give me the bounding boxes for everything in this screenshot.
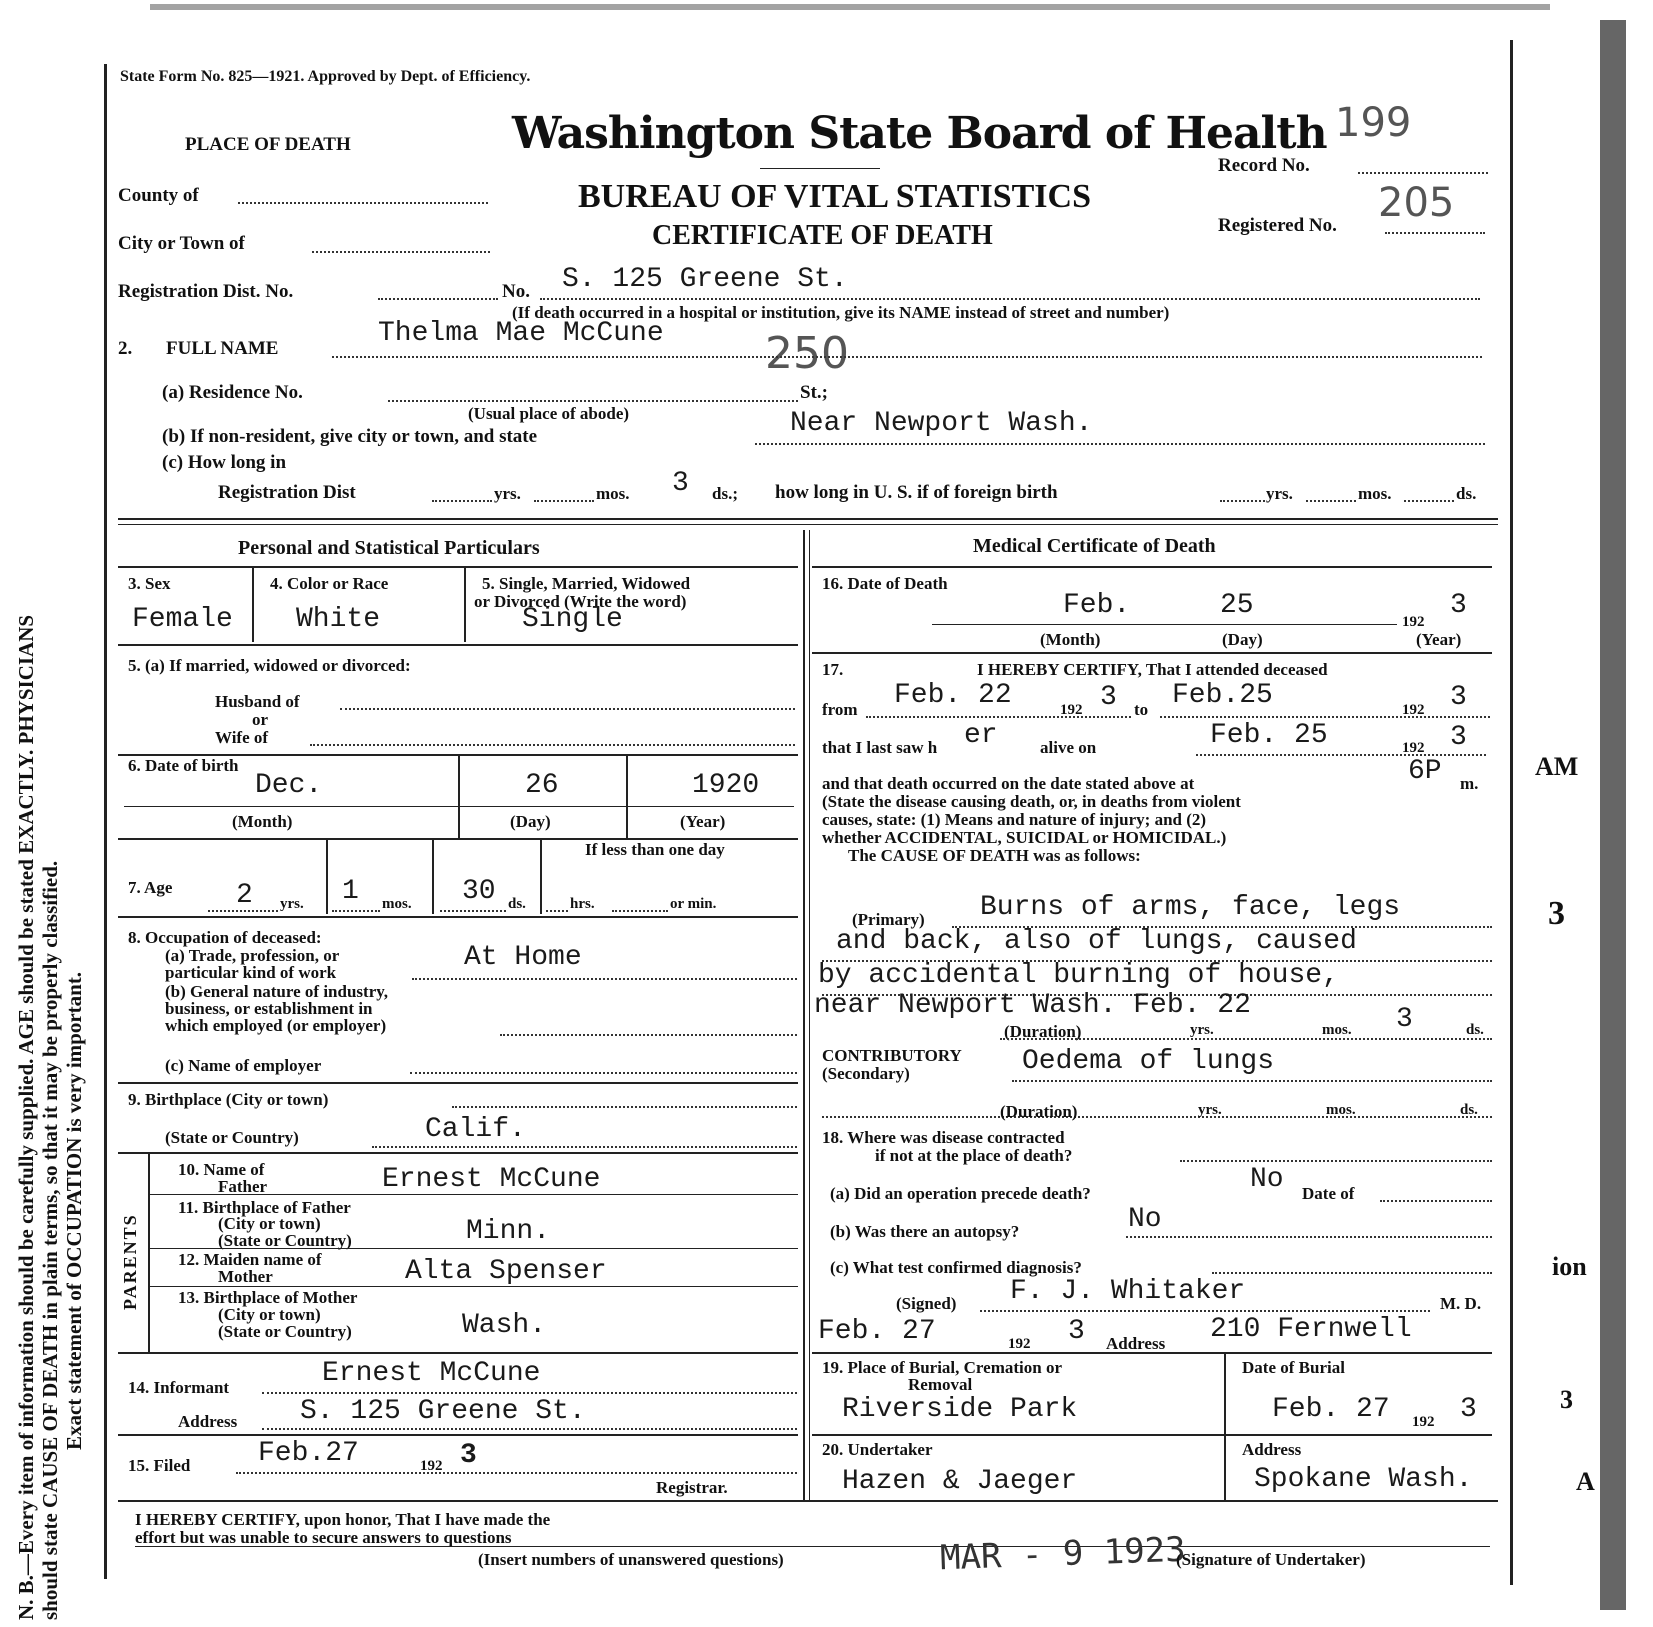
mother-birthplace-label-2: (City or town) xyxy=(218,1305,321,1324)
burial-yr-prefix: 192 xyxy=(1412,1414,1435,1430)
marital-label-1: 5. Single, Married, Widowed xyxy=(482,574,691,593)
dob-year: 1920 xyxy=(692,770,760,801)
operation-label: (a) Did an operation precede death? xyxy=(830,1184,1091,1203)
foreign-ds-label: ds. xyxy=(1456,484,1477,503)
q18-line xyxy=(1180,1160,1492,1162)
place-of-death-label: PLACE OF DEATH xyxy=(185,134,351,155)
margin-mark-3: ion xyxy=(1552,1252,1587,1281)
howlong-days-value: 3 xyxy=(672,468,689,499)
registrar-label: Registrar. xyxy=(656,1478,728,1497)
street-line xyxy=(540,298,1480,300)
autopsy-label: (b) Was there an autopsy? xyxy=(830,1222,1020,1241)
physician-address: 210 Fernwell xyxy=(1210,1314,1412,1345)
registered-line xyxy=(1385,232,1485,234)
age-months: 1 xyxy=(342,876,359,907)
primary-yrs-label: yrs. xyxy=(1190,1022,1214,1038)
primary-duration-value: 3 xyxy=(1396,1004,1413,1035)
last-saw-yr-prefix: 192 xyxy=(1402,740,1425,756)
dob-year-caption: (Year) xyxy=(680,812,726,831)
foreign-birth-label: how long in U. S. if of foreign birth xyxy=(775,482,1058,503)
dob-divider-1 xyxy=(458,756,460,838)
occupation-label: 8. Occupation of deceased: xyxy=(128,928,322,947)
primary-label: (Primary) xyxy=(852,910,925,929)
secondary-mos-label: mos. xyxy=(1326,1102,1356,1118)
row-rule-burial xyxy=(812,1434,1492,1436)
autopsy-value: No xyxy=(1128,1204,1162,1235)
howlong-yrs-line xyxy=(432,500,492,502)
foreign-yrs-label: yrs. xyxy=(1266,484,1293,503)
dod-month-caption: (Month) xyxy=(1040,630,1101,649)
physician-signature: F. J. Whitaker xyxy=(1010,1276,1246,1307)
industry-line xyxy=(500,1034,797,1036)
operation-line xyxy=(1380,1200,1492,1202)
county-line xyxy=(238,202,488,204)
age-ds-line xyxy=(440,910,506,912)
attended-to-year: 3 xyxy=(1450,682,1467,713)
section-rule-2 xyxy=(118,524,1498,525)
burial-place: Riverside Park xyxy=(842,1394,1078,1425)
father-birthplace: Minn. xyxy=(466,1216,551,1247)
attended-from-year: 3 xyxy=(1100,682,1117,713)
sex-label: 3. Sex xyxy=(128,574,171,593)
state-instr-1: (State the disease causing death, or, in deaths from violent xyxy=(822,792,1241,811)
informant-address: S. 125 Greene St. xyxy=(300,1396,586,1427)
occupation-b-2: business, or establishment in xyxy=(165,999,373,1018)
father-row-rule xyxy=(150,1194,798,1195)
howlong-yrs-label: yrs. xyxy=(494,484,521,503)
dob-month-caption: (Month) xyxy=(232,812,293,831)
date-of-label: Date of xyxy=(1302,1184,1355,1203)
father-birthplace-label-3: (State or Country) xyxy=(218,1231,352,1250)
sign-yr-prefix: 192 xyxy=(1008,1336,1031,1352)
dod-yr-prefix: 192 xyxy=(1402,614,1425,630)
column-divider xyxy=(803,530,805,1500)
bureau-title: BUREAU OF VITAL STATISTICS xyxy=(578,178,1091,215)
age-years: 2 xyxy=(236,880,253,911)
street-no-label: No. xyxy=(502,281,530,302)
father-name-label-2: Father xyxy=(218,1177,268,1196)
full-name-line xyxy=(332,356,1482,358)
from-line xyxy=(866,716,1131,718)
married-question: 5. (a) If married, widowed or divorced: xyxy=(128,656,411,675)
burial-divider xyxy=(1224,1354,1226,1500)
marital-label-2: or Divorced (Write the word) xyxy=(474,592,687,611)
primary-ds-label: ds. xyxy=(1466,1022,1484,1038)
personal-heading: Personal and Statistical Particulars xyxy=(238,537,540,559)
race-label: 4. Color or Race xyxy=(270,574,389,593)
primary-duration-line xyxy=(1000,1038,1492,1040)
dod-line xyxy=(932,624,1397,625)
dob-day-caption: (Day) xyxy=(510,812,551,831)
page-edge-right xyxy=(1600,20,1626,1610)
wife-label: Wife of xyxy=(215,728,269,747)
title-rule xyxy=(760,168,880,169)
father-birthplace-label-1: 11. Birthplace of Father xyxy=(178,1198,351,1217)
informant-line xyxy=(262,1392,797,1394)
margin-mark-2: 3 xyxy=(1548,895,1565,932)
mother-name: Alta Spenser xyxy=(405,1256,607,1287)
certificate-title: CERTIFICATE OF DEATH xyxy=(652,220,993,251)
informant-name: Ernest McCune xyxy=(322,1358,541,1389)
item-2-number: 2. xyxy=(118,338,133,359)
side-note-1: N. B.—Every item of information should be carefully supplied. AGE should be stated EXACTLY. PHYSICIANS xyxy=(14,614,38,1620)
husband-label: Husband of xyxy=(215,692,300,711)
burial-date-label: Date of Burial xyxy=(1242,1358,1345,1377)
row-rule-signed xyxy=(812,1352,1492,1354)
attended-from: Feb. 22 xyxy=(894,680,1012,711)
footer-certify-2: effort but was unable to secure answers to questions xyxy=(135,1528,512,1547)
m-label: m. xyxy=(1460,774,1479,793)
footer-certify-1: I HEREBY CERTIFY, upon honor, That I have made the xyxy=(135,1510,551,1529)
dob-month: Dec. xyxy=(255,770,323,801)
filed-line xyxy=(236,1472,797,1474)
column-divider-2 xyxy=(809,530,810,1500)
howlong-mos-line xyxy=(534,500,594,502)
marital-value: Single xyxy=(522,604,623,635)
registration-dist-label-2: Registration Dist xyxy=(218,482,356,503)
st-label: St.; xyxy=(800,382,828,403)
footer-insert-note: (Insert numbers of unanswered questions) xyxy=(478,1550,784,1569)
from-label: from xyxy=(822,700,858,719)
age-divider-2 xyxy=(432,840,434,914)
footer-rule xyxy=(118,1500,1498,1502)
test-line xyxy=(1212,1272,1492,1274)
or-label: or xyxy=(252,710,269,729)
q18-label-2: if not at the place of death? xyxy=(875,1146,1073,1165)
dob-line xyxy=(124,806,794,807)
dod-year-caption: (Year) xyxy=(1416,630,1462,649)
primary-duration-label: (Duration) xyxy=(1004,1022,1082,1041)
mother-birthplace: Wash. xyxy=(462,1310,547,1341)
age-hrs-line xyxy=(546,910,568,912)
nonresident-label: (b) If non-resident, give city or town, and state xyxy=(162,426,538,447)
personal-heading-rule xyxy=(118,566,798,568)
howlong-ds-label: ds.; xyxy=(712,484,738,503)
how-long-label: (c) How long in xyxy=(162,452,287,473)
record-line xyxy=(1358,172,1488,174)
dod-month: Feb. xyxy=(1063,590,1131,621)
employer-label: (c) Name of employer xyxy=(165,1056,322,1075)
cause-follows: The CAUSE OF DEATH was as follows: xyxy=(848,846,1141,865)
employer-line xyxy=(410,1072,797,1074)
father-name: Ernest McCune xyxy=(382,1164,601,1195)
sign-date: Feb. 27 xyxy=(818,1316,936,1347)
autopsy-line xyxy=(1126,1236,1492,1238)
father-birthplace-label-2: (City or town) xyxy=(218,1214,321,1233)
dod-label: 16. Date of Death xyxy=(822,574,948,593)
undertaker-address-label: Address xyxy=(1242,1440,1302,1459)
dob-divider-2 xyxy=(626,756,628,838)
mother-name-label-2: Mother xyxy=(218,1267,273,1286)
full-name-label: FULL NAME xyxy=(166,338,279,359)
q18-label-1: 18. Where was disease contracted xyxy=(822,1128,1065,1147)
undertaker-name: Hazen & Jaeger xyxy=(842,1466,1078,1497)
burial-label-1: 19. Place of Burial, Cremation or xyxy=(822,1358,1063,1377)
parents-label: PARENTS xyxy=(120,1213,140,1310)
less-than-day: If less than one day xyxy=(585,840,725,859)
margin-mark-5: A xyxy=(1576,1467,1595,1496)
row-rule-birthplace xyxy=(118,1152,798,1154)
dod-day-caption: (Day) xyxy=(1222,630,1263,649)
signed-label: (Signed) xyxy=(896,1294,957,1313)
secondary-ds-label: ds. xyxy=(1460,1102,1478,1118)
age-min-label: or min. xyxy=(670,896,717,912)
footer-line xyxy=(135,1546,1490,1547)
birthplace-state-line xyxy=(372,1146,797,1148)
registered-label: Registered No. xyxy=(1218,215,1337,236)
hospital-note: (If death occurred in a hospital or institution, give its NAME instead of street and number) xyxy=(512,303,1170,322)
husband-line xyxy=(340,708,795,710)
age-mos-label: mos. xyxy=(382,896,412,912)
contributory-line xyxy=(1012,1080,1492,1082)
to-yr-prefix: 192 xyxy=(1402,702,1425,718)
record-number: 199 xyxy=(1335,100,1412,146)
occupation-a-2: particular kind of work xyxy=(165,963,337,982)
row-rule-informant xyxy=(118,1434,798,1436)
mother-birthplace-label-3: (State or Country) xyxy=(218,1322,352,1341)
last-saw-year: 3 xyxy=(1450,722,1467,753)
secondary-yrs-label: yrs. xyxy=(1198,1102,1222,1118)
age-mos-line xyxy=(332,910,380,912)
cause-line-3: by accidental burning of house, xyxy=(818,960,1339,991)
birthplace-city-line xyxy=(452,1106,797,1108)
occupation-b-1: (b) General nature of industry, xyxy=(165,982,389,1001)
informant-label: 14. Informant xyxy=(128,1378,230,1397)
page-title: Washington State Board of Health xyxy=(512,108,1327,159)
item-17-number: 17. xyxy=(822,660,844,679)
residence-line xyxy=(388,400,798,402)
dob-day: 26 xyxy=(525,770,559,801)
operation-value: No xyxy=(1250,1164,1284,1195)
row-rule-occupation xyxy=(118,1082,798,1084)
race-value: White xyxy=(296,604,381,635)
frame-right xyxy=(1510,40,1513,1585)
filed-year: 3 xyxy=(460,1440,477,1471)
reg-dist-line xyxy=(378,298,498,300)
secondary-duration-line xyxy=(822,1116,1492,1118)
physician-address-label: Address xyxy=(1106,1334,1166,1353)
birthplace-state-label: (State or Country) xyxy=(165,1128,299,1147)
age-divider-3 xyxy=(540,840,542,914)
medical-heading-rule xyxy=(812,566,1492,568)
side-note-2: should state CAUSE OF DEATH in plain terms, so that it may be properly classified. xyxy=(38,860,62,1620)
state-instr-2: causes, state: (1) Means and nature of injury; and (2) xyxy=(822,810,1207,829)
cause-line-1: Burns of arms, face, legs xyxy=(980,892,1401,923)
from-yr-prefix: 192 xyxy=(1060,702,1083,718)
contributory-label: CONTRIBUTORY xyxy=(822,1046,962,1065)
abode-note: (Usual place of abode) xyxy=(468,404,630,423)
wife-line xyxy=(310,744,795,746)
dod-year: 3 xyxy=(1450,590,1467,621)
margin-mark-4: 3 xyxy=(1560,1385,1573,1414)
foreign-mos-label: mos. xyxy=(1358,484,1392,503)
age-ds-label: ds. xyxy=(508,896,526,912)
occupation-a-1: (a) Trade, profession, or xyxy=(165,946,340,965)
certify-text: I HEREBY CERTIFY, That I attended deceased xyxy=(977,660,1328,679)
undertaker-address: Spokane Wash. xyxy=(1254,1464,1473,1495)
secondary-label: (Secondary) xyxy=(822,1064,910,1083)
row-rule-dod xyxy=(812,652,1492,654)
form-number: State Form No. 825—1921. Approved by Dept. of Efficiency. xyxy=(120,68,531,85)
foreign-mos-line xyxy=(1306,500,1356,502)
page-edge-top xyxy=(150,4,1550,10)
age-days: 30 xyxy=(462,876,496,907)
frame-left xyxy=(104,64,107,1579)
contributory-value: Oedema of lungs xyxy=(1022,1046,1275,1077)
burial-date: Feb. 27 xyxy=(1272,1394,1390,1425)
test-label: (c) What test confirmed diagnosis? xyxy=(830,1258,1082,1277)
foreign-ds-line xyxy=(1404,500,1454,502)
filed-label: 15. Filed xyxy=(128,1456,191,1475)
dob-label: 6. Date of birth xyxy=(128,756,239,775)
mother-birthplace-label-1: 13. Birthplace of Mother xyxy=(178,1288,358,1307)
alive-on-label: alive on xyxy=(1040,738,1097,757)
secondary-duration-label: (Duration) xyxy=(1000,1102,1078,1121)
full-name-value: Thelma Mae McCune xyxy=(378,318,664,349)
residence-label: (a) Residence No. xyxy=(162,382,303,403)
nonresident-value: Near Newport Wash. xyxy=(790,408,1093,439)
hand-number: 250 xyxy=(765,328,849,379)
howlong-mos-label: mos. xyxy=(596,484,630,503)
filed-yr-prefix: 192 xyxy=(420,1458,443,1474)
father-bp-row-rule xyxy=(150,1248,798,1249)
last-saw-date: Feb. 25 xyxy=(1210,720,1328,751)
to-line xyxy=(1160,716,1490,718)
informant-address-label: Address xyxy=(178,1412,238,1431)
sex-divider xyxy=(252,568,254,642)
age-yrs-label: yrs. xyxy=(280,896,304,912)
cause-line-4: near Newport Wash. Feb. 22 xyxy=(814,990,1251,1021)
filed-date: Feb.27 xyxy=(258,1438,359,1469)
age-min-line xyxy=(612,910,668,912)
occupation-line xyxy=(412,978,797,980)
death-occurred-label: and that death occurred on the date stated above at xyxy=(822,774,1195,793)
age-hrs-label: hrs. xyxy=(570,896,595,912)
street-value: S. 125 Greene St. xyxy=(562,264,848,295)
received-stamp: MAR - 9 1923 xyxy=(939,1529,1187,1579)
registration-dist-label: Registration Dist. No. xyxy=(118,281,294,302)
age-divider-1 xyxy=(326,840,328,914)
row-rule-age xyxy=(118,916,798,918)
city-label: City or Town of xyxy=(118,233,245,254)
medical-heading: Medical Certificate of Death xyxy=(973,535,1216,557)
sign-year: 3 xyxy=(1068,1316,1085,1347)
side-note-3: Exact statement of OCCUPATION is very important. xyxy=(62,971,86,1450)
time-of-death: 6P xyxy=(1408,756,1442,787)
last-saw-label: that I last saw h xyxy=(822,738,938,757)
informant-address-line xyxy=(262,1428,797,1430)
primary-mos-label: mos. xyxy=(1322,1022,1352,1038)
age-yrs-line xyxy=(208,910,278,912)
birthplace-value: Calif. xyxy=(425,1114,526,1145)
burial-label-2: Removal xyxy=(908,1375,973,1394)
dod-day: 25 xyxy=(1220,590,1254,621)
undertaker-signature-label: (Signature of Undertaker) xyxy=(1176,1550,1366,1569)
undertaker-label: 20. Undertaker xyxy=(822,1440,933,1459)
sex-value: Female xyxy=(132,604,233,635)
cause-line-2: and back, also of lungs, caused xyxy=(836,926,1357,957)
state-instr-3: whether ACCIDENTAL, SUICIDAL or HOMICIDAL.) xyxy=(822,828,1227,847)
section-rule-1 xyxy=(118,518,1498,520)
last-saw-line xyxy=(1196,754,1486,756)
row-rule-sex xyxy=(118,644,798,646)
birthplace-label: 9. Birthplace (City or town) xyxy=(128,1090,329,1109)
signed-line xyxy=(980,1310,1430,1312)
occupation-b-3: which employed (or employer) xyxy=(165,1016,387,1035)
burial-year: 3 xyxy=(1460,1394,1477,1425)
county-label: County of xyxy=(118,185,199,206)
mother-name-label-1: 12. Maiden name of xyxy=(178,1250,322,1269)
attended-to: Feb.25 xyxy=(1172,680,1273,711)
last-saw-her: er xyxy=(964,720,998,751)
parents-divider xyxy=(148,1154,150,1352)
city-line xyxy=(312,251,490,253)
md-label: M. D. xyxy=(1440,1294,1482,1313)
registered-number: 205 xyxy=(1378,180,1455,226)
occupation-value: At Home xyxy=(464,942,582,973)
to-label: to xyxy=(1134,700,1149,719)
foreign-yrs-line xyxy=(1220,500,1265,502)
age-label: 7. Age xyxy=(128,878,173,897)
race-divider xyxy=(464,568,466,642)
mother-row-rule xyxy=(150,1286,798,1287)
nonresident-line xyxy=(755,443,1485,445)
record-label: Record No. xyxy=(1218,155,1310,176)
margin-mark-1: AM xyxy=(1535,752,1579,781)
row-rule-parents xyxy=(118,1352,798,1354)
father-name-label-1: 10. Name of xyxy=(178,1160,265,1179)
